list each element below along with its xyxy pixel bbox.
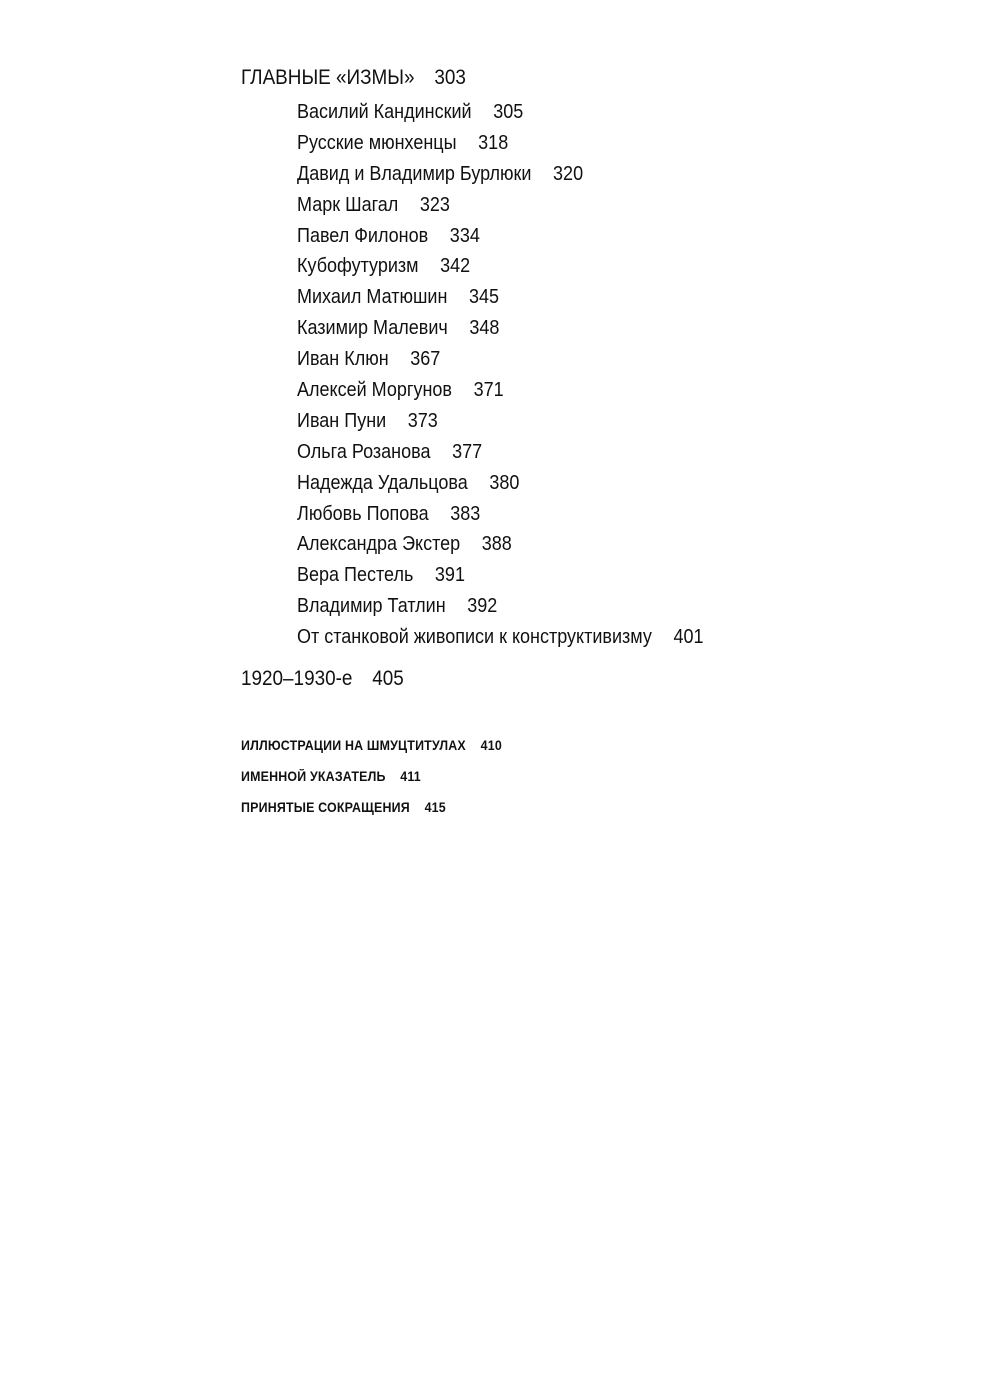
entry-page-number: 377 (452, 440, 483, 463)
entry-page-number: 383 (450, 502, 481, 525)
entry-page-number: 348 (469, 317, 500, 340)
toc-appendix-entry (241, 799, 446, 817)
section-page-number: 303 (434, 66, 466, 89)
appendix-page-number: 415 (424, 800, 446, 815)
toc-entry (297, 375, 704, 406)
entry-title: Василий Кандинский (297, 101, 472, 123)
entry-page-number: 392 (467, 595, 498, 618)
toc-entry (297, 529, 704, 560)
entry-page-number: 320 (553, 162, 584, 185)
entry-page-number: 401 (673, 626, 704, 649)
entry-title: Александра Экстер (297, 533, 461, 556)
toc-entry (297, 190, 704, 221)
toc-entry (297, 406, 704, 437)
entry-title: Иван Пуни (297, 409, 387, 432)
toc-entry (297, 468, 704, 499)
entry-title: От станковой живописи к конструктивизму (297, 626, 652, 649)
toc-appendix-entry (241, 768, 421, 786)
entry-title: Павел Филонов (297, 224, 429, 247)
toc-entry (297, 97, 704, 128)
entry-title: Кубофутуризм (297, 255, 419, 278)
toc-entry (297, 344, 704, 375)
section-title: 1920–1930-е (241, 667, 353, 690)
entry-title: Вера Пестель (297, 564, 414, 587)
entry-page-number: 367 (410, 348, 441, 371)
toc-entry (297, 560, 704, 591)
appendix-page-number: 410 (480, 738, 502, 753)
section-title: ГЛАВНЫЕ «ИЗМЫ» (241, 66, 415, 89)
entry-page-number: 342 (440, 255, 471, 278)
toc-entry-list (297, 97, 749, 653)
entry-page-number: 318 (478, 131, 509, 154)
entry-title: Алексей Моргунов (297, 379, 452, 402)
entry-page-number: 388 (481, 533, 512, 556)
toc-entry (297, 591, 704, 622)
toc-entry (297, 499, 704, 530)
toc-entry (297, 159, 704, 190)
appendix-title: ПРИНЯТЫЕ СОКРАЩЕНИЯ (241, 800, 410, 815)
toc-entry (297, 622, 704, 653)
toc-entry (297, 313, 704, 344)
entry-page-number: 380 (489, 471, 520, 494)
entry-title: Давид и Владимир Бурлюки (297, 162, 532, 185)
entry-title: Русские мюнхенцы (297, 131, 457, 154)
entry-page-number: 305 (493, 101, 524, 123)
entry-page-number: 345 (469, 286, 500, 309)
toc-entry (297, 221, 704, 252)
entry-title: Михаил Матюшин (297, 286, 448, 309)
entry-title: Ольга Розанова (297, 440, 431, 463)
toc-entry (297, 128, 704, 159)
toc-section-heading (241, 666, 404, 692)
entry-title: Надежда Удальцова (297, 471, 468, 494)
toc-appendix-entry (241, 737, 502, 755)
entry-page-number: 373 (407, 409, 438, 432)
entry-title: Казимир Малевич (297, 317, 448, 340)
entry-page-number: 323 (419, 193, 450, 216)
entry-page-number: 334 (449, 224, 480, 247)
entry-title: Иван Клюн (297, 348, 389, 371)
entry-page-number: 371 (473, 379, 504, 402)
appendix-title: ИЛЛЮСТРАЦИИ НА ШМУЦТИТУЛАХ (241, 738, 466, 753)
entry-title: Марк Шагал (297, 193, 399, 216)
toc-entry (297, 282, 704, 313)
toc-section-heading (241, 65, 466, 91)
entry-title: Владимир Татлин (297, 595, 446, 618)
appendix-page-number: 411 (400, 769, 421, 784)
entry-title: Любовь Попова (297, 502, 429, 525)
toc-entry (297, 251, 704, 282)
toc-entry (297, 437, 704, 468)
entry-page-number: 391 (434, 564, 465, 587)
appendix-title: ИМЕННОЙ УКАЗАТЕЛЬ (241, 769, 386, 784)
section-page-number: 405 (372, 667, 404, 690)
